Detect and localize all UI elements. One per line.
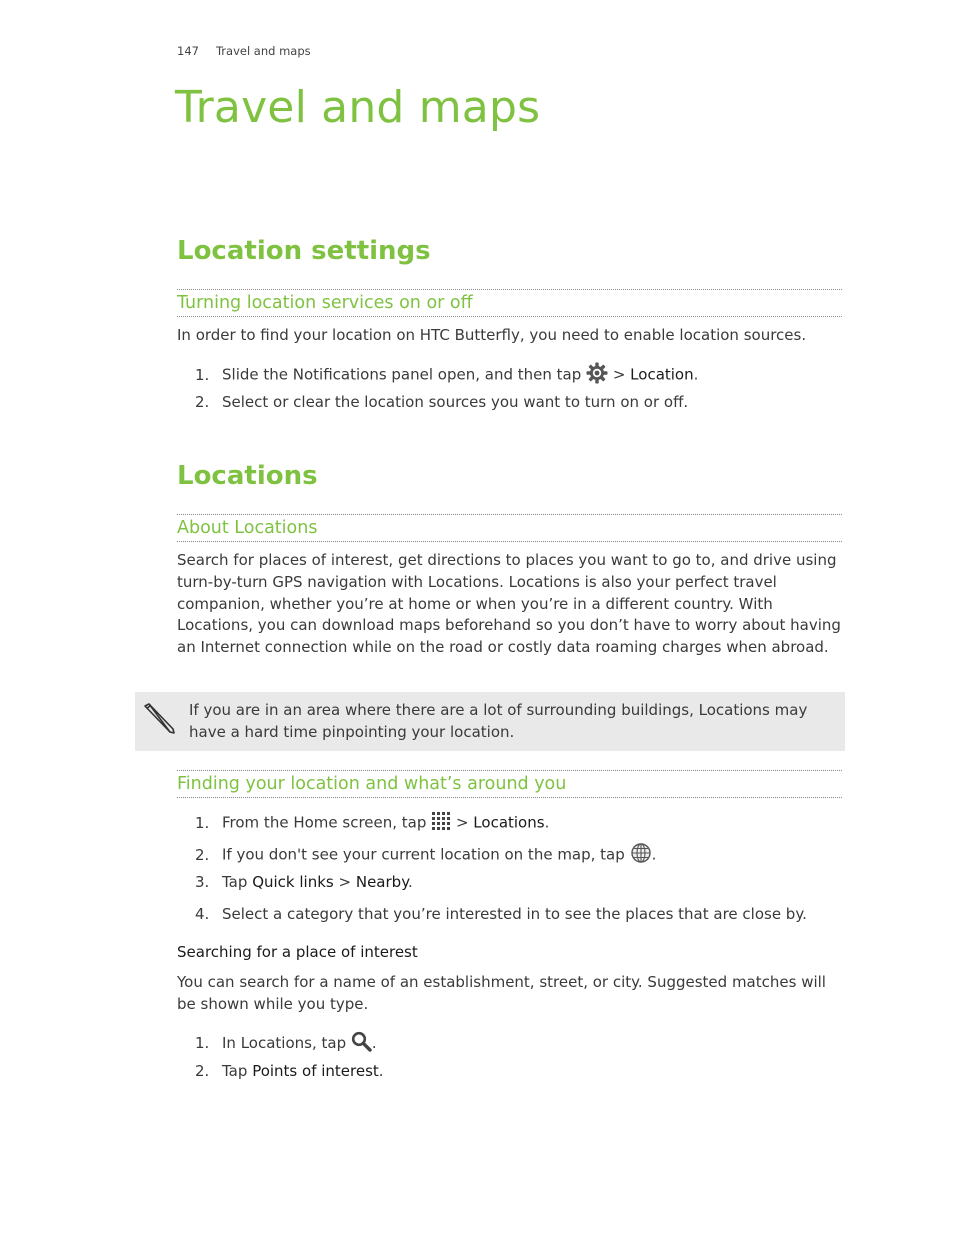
step-number: 2.: [195, 393, 210, 411]
menu-path-location: Location: [630, 365, 694, 384]
divider: [177, 541, 842, 542]
step-text: In Locations, tap: [222, 1034, 347, 1052]
menu-path-quick-links: Quick links: [252, 873, 334, 891]
list-item: [195, 842, 656, 868]
about-paragraph: Search for places of interest, get directions to places you want to go to, and drive using turn-by-turn GPS navigation with Locations. Locations is also your perfect travel companion, whether you’re at home or when you’re in a different country. With Locations, you can download maps beforehand so you don’t have to worry about having an Internet connection while on the road or costly data roaming charges when abroad.: [177, 551, 841, 657]
step-text: Tap: [222, 1062, 248, 1080]
settings-gear-icon: [586, 362, 608, 388]
section-heading-location-settings: Location settings: [177, 236, 431, 266]
separator: >: [455, 813, 469, 832]
note-text: If you are in an area where there are a lot of surrounding buildings, Locations may have a hard time pinpointing your location.: [189, 701, 808, 741]
divider: [177, 289, 842, 290]
divider: [177, 316, 842, 317]
punctuation: .: [378, 1062, 384, 1080]
note-pencil-icon: [142, 701, 176, 739]
divider: [177, 514, 842, 515]
separator: >: [338, 873, 352, 891]
subheading-turning-location-services: Turning location services on or off: [177, 293, 473, 313]
running-header: [177, 44, 311, 58]
punctuation: .: [544, 813, 550, 832]
intro-paragraph: In order to find your location on HTC Butterfly, you need to enable location sources.: [177, 326, 807, 344]
subsection-heading-searching: Searching for a place of interest: [177, 943, 418, 961]
step-number: 3.: [195, 873, 210, 891]
list-item: [195, 393, 688, 411]
step-number: 4.: [195, 905, 210, 923]
running-title: Travel and maps: [215, 44, 311, 58]
app-name-locations: Locations: [473, 813, 545, 832]
page-number: 147: [177, 44, 199, 58]
list-item: [195, 1062, 384, 1080]
list-item: [195, 905, 807, 923]
step-number: 1.: [195, 1034, 210, 1052]
list-item: [195, 873, 413, 891]
punctuation: .: [693, 365, 699, 384]
step-text: If you don't see your current location on the map, tap: [222, 845, 625, 864]
punctuation: .: [651, 845, 657, 864]
list-item: [195, 811, 549, 835]
punctuation: .: [407, 873, 413, 891]
step-number: 2.: [195, 845, 210, 864]
divider: [177, 770, 842, 771]
menu-path-nearby: Nearby: [355, 873, 408, 891]
step-text: Select a category that you’re interested in to see the places that are close by.: [222, 905, 807, 923]
searching-paragraph: You can search for a name of an establishment, street, or city. Suggested matches will be shown while you type.: [177, 973, 826, 1013]
all-apps-grid-icon: [431, 811, 451, 835]
divider: [177, 797, 842, 798]
locate-globe-icon: [630, 842, 652, 868]
chapter-title: Travel and maps: [175, 82, 541, 133]
step-text: Slide the Notifications panel open, and then tap: [222, 365, 582, 384]
step-number: 1.: [195, 813, 210, 832]
subheading-finding-location: Finding your location and what’s around you: [177, 774, 567, 794]
list-item: [195, 1031, 377, 1056]
step-text: From the Home screen, tap: [222, 813, 427, 832]
search-icon: [351, 1031, 372, 1056]
subheading-about-locations: About Locations: [177, 518, 318, 538]
step-text: Tap: [222, 873, 248, 891]
menu-path-points-of-interest: Points of interest: [252, 1062, 379, 1080]
separator: >: [612, 365, 626, 384]
step-number: 1.: [195, 365, 210, 384]
step-text: Select or clear the location sources you want to turn on or off.: [222, 393, 689, 411]
step-number: 2.: [195, 1062, 210, 1080]
list-item: [195, 362, 698, 388]
punctuation: .: [371, 1034, 377, 1052]
section-heading-locations: Locations: [177, 461, 318, 491]
